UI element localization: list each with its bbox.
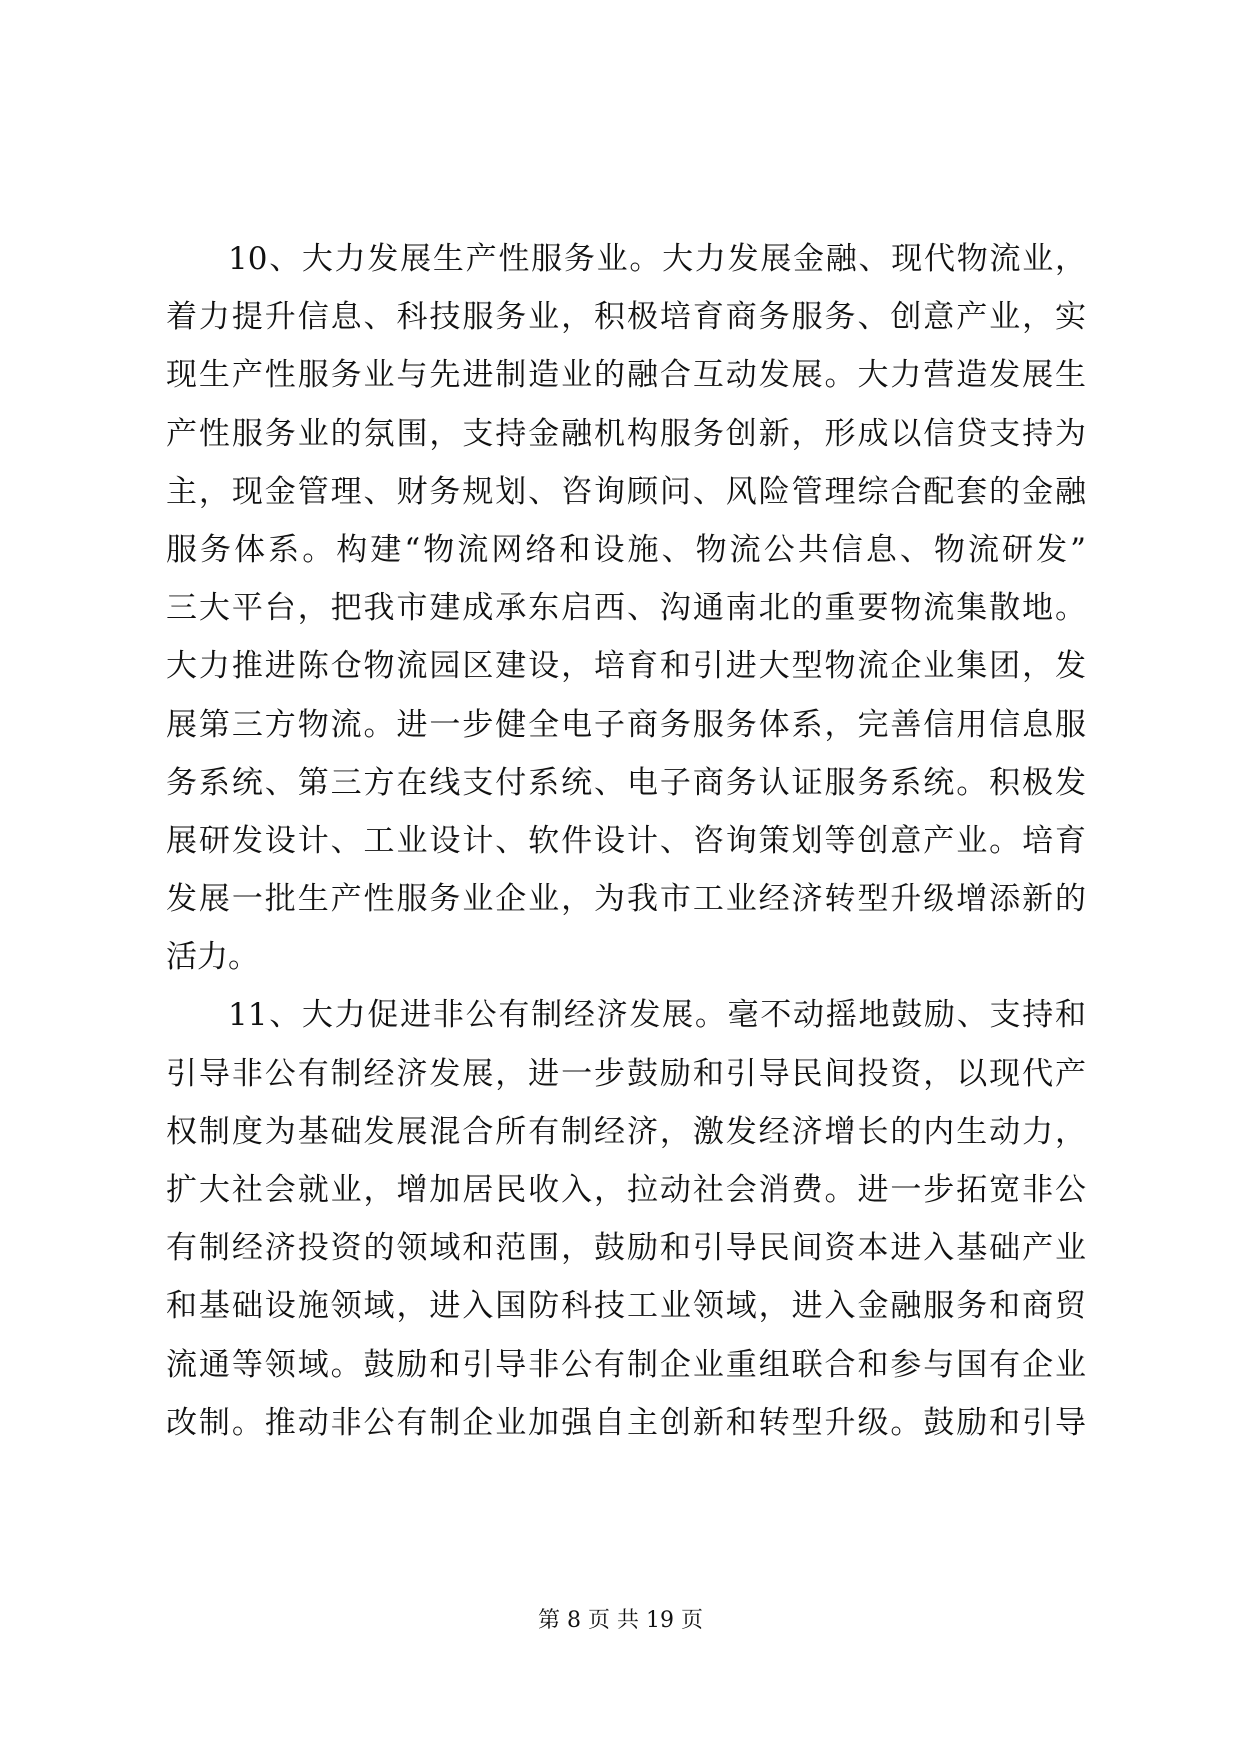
paragraph-10-line: 大力推进陈仓物流园区建设，培育和引进大型物流企业集团，发 xyxy=(166,648,1086,685)
paragraph-10-line: 三大平台，把我市建成承东启西、沟通南北的重要物流集散地。 xyxy=(166,590,1086,627)
paragraph-11-line: 引导非公有制经济发展，进一步鼓励和引导民间投资，以现代产 xyxy=(166,1055,1086,1092)
paragraph-10-line: 产性服务业的氛围，支持金融机构服务创新，形成以信贷支持为 xyxy=(166,415,1086,452)
paragraph-10-line: 展研发设计、工业设计、软件设计、咨询策划等创意产业。培育 xyxy=(166,822,1086,859)
paragraph-10-line: 发展一批生产性服务业企业，为我市工业经济转型升级增添新的 xyxy=(166,881,1086,918)
paragraph-11-line: 扩大社会就业，增加居民收入，拉动社会消费。进一步拓宽非公 xyxy=(166,1172,1086,1208)
paragraph-11-line: 和基础设施领域，进入国防科技工业领域，进入金融服务和商贸 xyxy=(166,1288,1086,1325)
paragraph-10-line: 10、大力发展生产性服务业。大力发展金融、现代物流业， xyxy=(228,241,1086,277)
paragraph-11-line: 权制度为基础发展混合所有制经济，激发经济增长的内生动力， xyxy=(166,1113,1086,1150)
paragraph-10-line: 现生产性服务业与先进制造业的融合互动发展。大力营造发展生 xyxy=(166,357,1086,394)
page-number-footer: 第 8 页 共 19 页 xyxy=(538,1608,703,1633)
paragraph-11-line: 流通等领域。鼓励和引导非公有制企业重组联合和参与国有企业 xyxy=(166,1346,1086,1383)
paragraph-11-line: 11、大力促进非公有制经济发展。毫不动摇地鼓励、支持和 xyxy=(228,997,1086,1034)
paragraph-10-line: 展第三方物流。进一步健全电子商务服务体系，完善信用信息服 xyxy=(166,706,1086,743)
paragraph-10-line: 务系统、第三方在线支付系统、电子商务认证服务系统。积极发 xyxy=(166,764,1086,801)
paragraph-11-line: 有制经济投资的领域和范围，鼓励和引导民间资本进入基础产业 xyxy=(166,1230,1086,1267)
paragraph-10-line: 着力提升信息、科技服务业，积极培育商务服务、创意产业，实 xyxy=(166,299,1086,336)
paragraph-10-line: 活力。 xyxy=(166,939,259,976)
paragraph-11-line: 改制。推动非公有制企业加强自主创新和转型升级。鼓励和引导 xyxy=(166,1404,1086,1441)
body-text xyxy=(166,230,1086,1452)
paragraph-10-line: 主，现金管理、财务规划、咨询顾问、风险管理综合配套的金融 xyxy=(166,473,1086,510)
paragraph-10-line: 服务体系。构建“物流网络和设施、物流公共信息、物流研发” xyxy=(166,531,1086,568)
